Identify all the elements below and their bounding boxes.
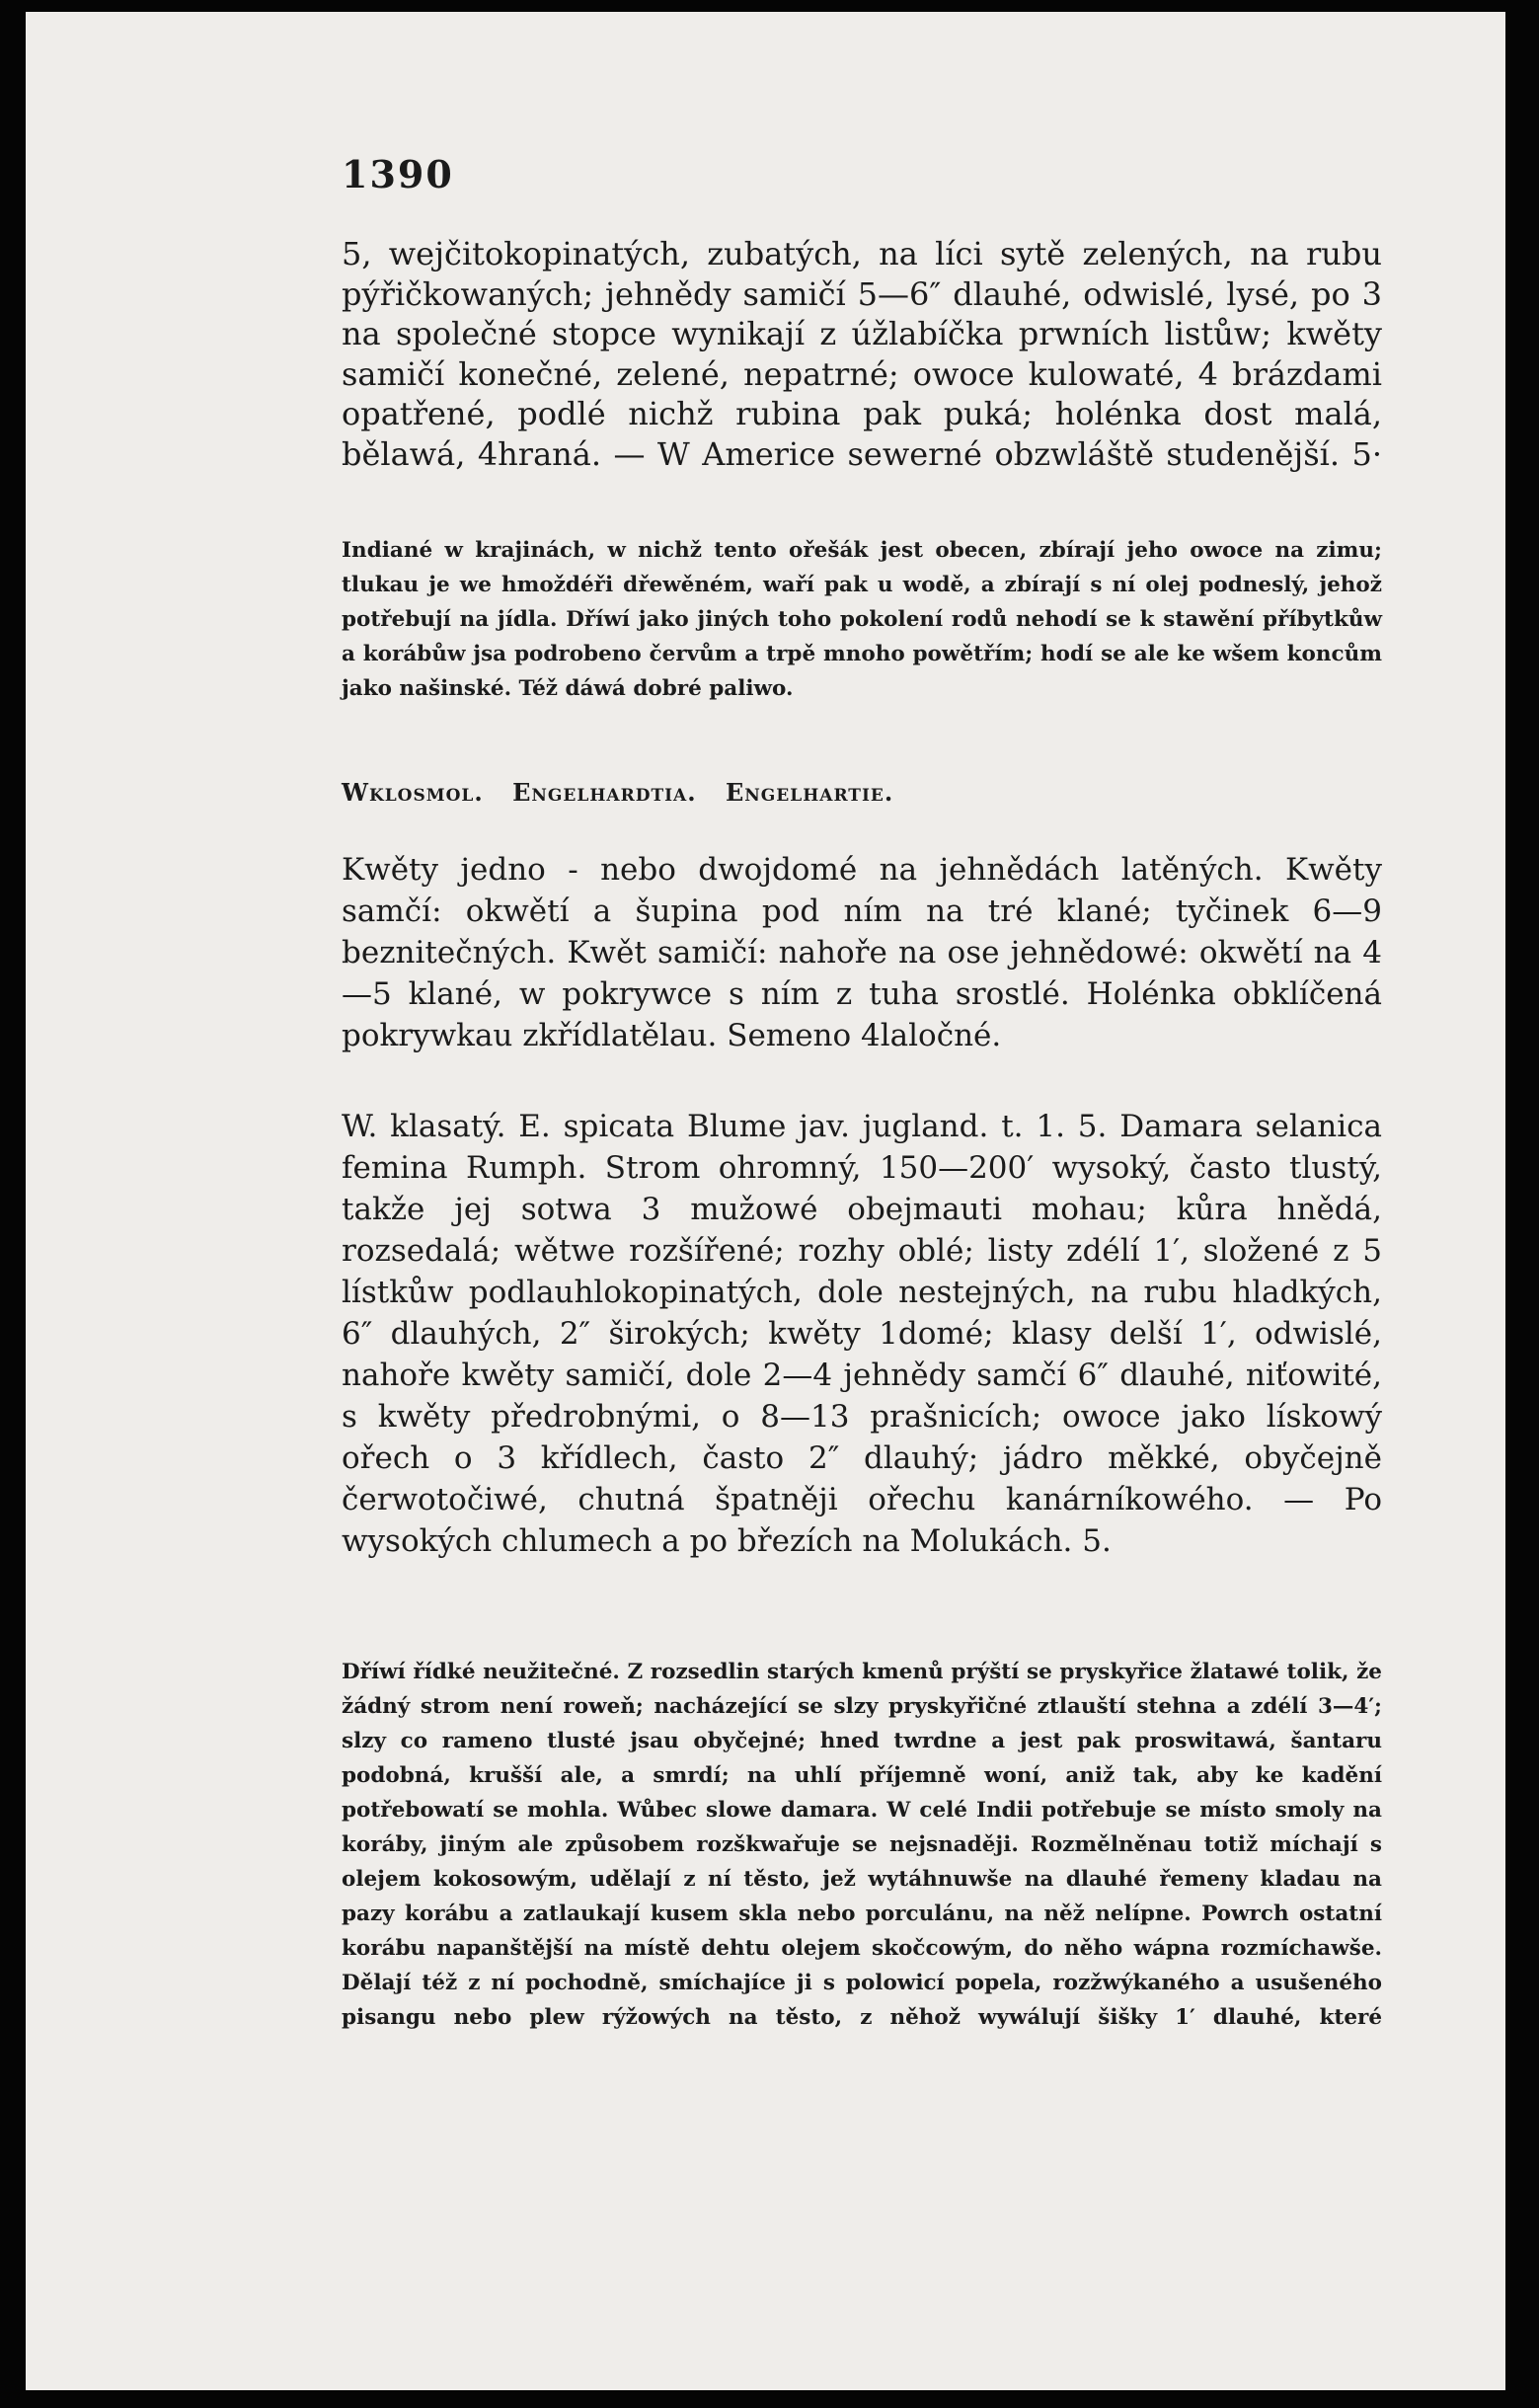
heading-variant-name: Engelhartie. (725, 778, 894, 807)
paragraph-species-description: W. klasatý. E. spicata Blume jav. jugland. t. 1. 5. Damara selanica femina Rumph. Strom ohromný, 150—200′ wysoký, často tlustý, takže jej sotwa 3 mužowé obejmauti mohau; kůra hnědá, rozsedalá; wětwe rozšířené; rozhy oblé; listy zdélí 1′, složené z 5 lístkůw podlauhlokopinatých, dole nestejných, na rubu hladkých, 6″ dlauhých, 2″ širokých; kwěty 1domé; klasy delší 1′, odwislé, nahoře kwěty samičí, dole 2—4 jehnědy samčí 6″ dlauhé, niťowité, s kwěty předrobnými, o 8—13 prašnicích; owoce jako lískowý ořech o 3 křídlech, často 2″ dlauhý; jádro měkké, obyčejně čerwotočiwé, chutná špatněji ořechu kanárníkowého. — Po wysokých chlumech a po březích na Molukách. 5. (342, 1109, 1382, 1559)
heading-latin-name: Engelhardtia. (512, 778, 697, 807)
page-number: 1390 (342, 152, 454, 196)
heading-czech-name: Wklosmol. (342, 778, 484, 807)
paragraph-walnut-description: 5, wejčitokopinatých, zubatých, na líci sytě zelených, na rubu pýřičkowaných; jehnědy samičí 5—6″ dlauhé, odwislé, lysé, po 3 na společné stopce wynikají z úžlabíčka prwních listůw; kwěty samičí konečné, zelené, nepatrné; owoce kulowaté, 4 brázdami opatřené, podlé nichž rubina pak puká; holénka dost malá, bělawá, 4hraná. — W Americe sewerné obzwláště studenější. 5· (342, 235, 1382, 473)
paragraph-genus-description: Kwěty jedno - nebo dwojdomé na jehnědách latěných. Kwěty samčí: okwětí a šupina pod ním na tré klané; tyčinek 6—9 beznitečných. Kwět samičí: nahoře na ose jehnědowé: okwětí na 4—5 klané, w pokrywce s ním z tuha srostlé. Holénka obklíčená pokrywkau zkřídlatělau. Semeno 4laločné. (342, 852, 1382, 1053)
genus-heading (342, 778, 1382, 807)
note-walnut-uses: Indiané w krajinách, w nichž tento ořešák jest obecen, zbírají jeho owoce na zimu; tlukau je we hmoždéři dřewěném, waří pak u wodě, a zbírají s ní olej podneslý, jehož potřebují na jídla. Dříwí jako jiných toho pokolení rodů nehodí se k stawění příbytkůw a korábůw jsa podrobeno červům a trpě mnoho powětřím; hodí se ale ke wšem koncům jako našinské. Též dáwá dobré paliwo. (342, 538, 1382, 701)
book-page (26, 12, 1505, 2390)
note-resin-uses: Dříwí řídké neužitečné. Z rozsedlin starých kmenů prýští se pryskyřice žlatawé tolik, že žádný strom není roweň; nacházející se slzy pryskyřičné ztlauští stehna a zdélí 3—4′; slzy co rameno tlusté jsau obyčejné; hned twrdne a jest pak proswitawá, šantaru podobná, krušší ale, a smrdí; na uhlí příjemně woní, aniž tak, aby ke kadění potřebowatí se mohla. Wůbec slowe damara. W celé Indii potřebuje se místo smoly na koráby, jiným ale způsobem rozškwařuje se nejsnaději. Rozmělněnau totiž míchají s olejem kokosowým, udělají z ní těsto, jež wytáhnuwše na dlauhé řemeny kladau na pazy korábu a zatlaukají kusem skla nebo porculánu, na něž nelípne. Powrch ostatní korábu napanštější na místě dehtu olejem skočcowým, do něho wápna rozmíchawše. Dělají též z ní pochodně, smíchajíce ji s polowicí popela, rozžwýkaného a usušeného pisangu nebo plew rýžowých na těsto, z něhož wywálují šišky 1′ dlauhé, které (342, 1660, 1382, 2030)
